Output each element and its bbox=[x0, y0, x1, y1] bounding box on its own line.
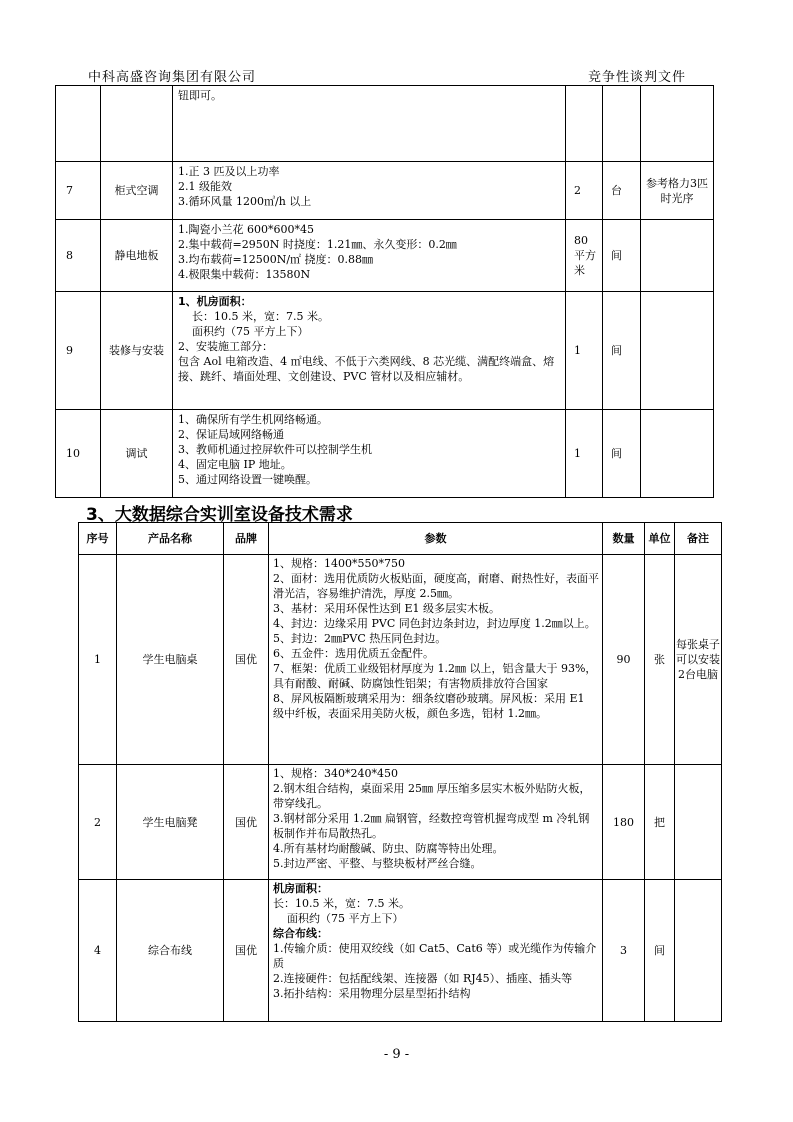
row-note: 每张桌子可以安装2台电脑 bbox=[675, 555, 722, 765]
param-line: 2.集中载荷=2950N 时挠度：1.21㎜、永久变形：0.2㎜ bbox=[178, 238, 457, 251]
param-line: 2、安装施工部分： bbox=[178, 340, 273, 353]
param-line: 3.拓扑结构：采用物理分层星型拓扑结构 bbox=[273, 987, 471, 1000]
row-params bbox=[269, 880, 603, 1022]
row-params bbox=[173, 220, 566, 292]
param-line: 6、五金件：选用优质五金配件。 bbox=[273, 647, 434, 660]
param-line: 长：10.5 米，宽：7.5 米。 bbox=[192, 310, 329, 323]
row-no bbox=[56, 86, 101, 162]
row-name: 学生电脑凳 bbox=[117, 765, 224, 880]
param-line: 3.钢材部分采用 1.2㎜ 扁钢管，经数控弯管机握弯成型 m 冷轧钢板制作并布局散热孔。 bbox=[273, 812, 590, 840]
param-line: 长：10.5 米，宽：7.5 米。 bbox=[273, 897, 410, 910]
header-company: 中科高盛咨询集团有限公司 bbox=[88, 70, 257, 85]
param-line: 1、规格：1400*550*750 bbox=[273, 557, 405, 570]
table-row bbox=[79, 555, 722, 765]
param-line: 1.传输介质：使用双绞线（如 Cat5、Cat6 等）或光缆作为传输介质 bbox=[273, 942, 597, 970]
big-data-lab-table bbox=[78, 522, 722, 1022]
param-line: 3、教师机通过控屏软件可以控制学生机 bbox=[178, 443, 372, 456]
row-no: 8 bbox=[56, 220, 101, 292]
param-heading: 机房面积： bbox=[273, 882, 328, 895]
param-line: 5、通过网络设置一键唤醒。 bbox=[178, 473, 317, 486]
row-unit: 间 bbox=[645, 880, 675, 1022]
page-number: - 9 - bbox=[383, 1047, 410, 1062]
row-qty: 1 bbox=[566, 292, 603, 410]
row-unit bbox=[603, 86, 641, 162]
row-qty bbox=[566, 86, 603, 162]
row-unit: 间 bbox=[603, 220, 641, 292]
row-params bbox=[269, 765, 603, 880]
param-line: 4.极限集中载荷：13580N bbox=[178, 268, 311, 281]
table-row bbox=[79, 880, 722, 1022]
param-line: 钮即可。 bbox=[178, 89, 222, 102]
param-line: 面积约（75 平方上下） bbox=[192, 325, 309, 338]
row-params bbox=[173, 410, 566, 498]
col-header-note: 备注 bbox=[675, 523, 722, 555]
param-line: 包含 Aol 电箱改造、4 ㎡电线、不低于六类网线、8 芯光缆、满配终端盒、熔接、跳纤、墙面处理、文创建设、PVC 管材以及相应辅材。 bbox=[178, 355, 555, 383]
param-line: 7、框架：优质工业级铝材厚度为 1.2㎜ 以上，铝含量大于 93%，具有耐酸、耐碱、防腐蚀性铝架；有害物质排放符合国家 bbox=[273, 662, 597, 690]
col-header-brand: 品牌 bbox=[224, 523, 269, 555]
row-brand: 国优 bbox=[224, 880, 269, 1022]
row-note bbox=[675, 880, 722, 1022]
col-header-params: 参数 bbox=[269, 523, 603, 555]
row-params bbox=[269, 555, 603, 765]
row-no: 7 bbox=[56, 162, 101, 220]
row-qty: 90 bbox=[603, 555, 645, 765]
row-no: 10 bbox=[56, 410, 101, 498]
table-row bbox=[56, 220, 714, 292]
param-heading: 综合布线： bbox=[273, 927, 328, 940]
row-name: 柜式空调 bbox=[101, 162, 173, 220]
row-note bbox=[641, 410, 714, 498]
row-no: 1 bbox=[79, 555, 117, 765]
param-line: 1、规格：340*240*450 bbox=[273, 767, 398, 780]
param-line: 5.封边严密、平整、与整块板材严丝合缝。 bbox=[273, 857, 482, 870]
param-line: 3.循环风量 1200㎥/h 以上 bbox=[178, 195, 312, 208]
param-line: 1、确保所有学生机网络畅通。 bbox=[178, 413, 328, 426]
row-params bbox=[173, 292, 566, 410]
table-row bbox=[56, 162, 714, 220]
param-heading: 1、机房面积： bbox=[178, 295, 252, 308]
row-name bbox=[101, 86, 173, 162]
row-unit: 台 bbox=[603, 162, 641, 220]
row-note bbox=[641, 220, 714, 292]
table-row bbox=[56, 410, 714, 498]
row-note bbox=[641, 86, 714, 162]
row-unit: 张 bbox=[645, 555, 675, 765]
row-qty: 180 bbox=[603, 765, 645, 880]
col-header-unit: 单位 bbox=[645, 523, 675, 555]
param-line: 2、保证局域网络畅通 bbox=[178, 428, 284, 441]
row-qty: 2 bbox=[566, 162, 603, 220]
row-params bbox=[173, 86, 566, 162]
param-line: 4、固定电脑 IP 地址。 bbox=[178, 458, 292, 471]
row-name: 调试 bbox=[101, 410, 173, 498]
row-unit: 间 bbox=[603, 292, 641, 410]
param-line: 2.1 级能效 bbox=[178, 180, 232, 193]
table-row bbox=[79, 765, 722, 880]
param-line: 3.均布载荷=12500N/㎡ 挠度：0.88㎜ bbox=[178, 253, 374, 266]
row-note: 参考格力3匹时光序 bbox=[641, 162, 714, 220]
param-line: 2.连接硬件：包括配线架、连接器（如 RJ45）、插座、插头等 bbox=[273, 972, 573, 985]
col-header-qty: 数量 bbox=[603, 523, 645, 555]
row-no: 4 bbox=[79, 880, 117, 1022]
row-note bbox=[641, 292, 714, 410]
header-doc-type: 竞争性谈判文件 bbox=[588, 70, 687, 85]
param-line: 1.陶瓷小兰花 600*600*45 bbox=[178, 223, 314, 236]
row-name: 静电地板 bbox=[101, 220, 173, 292]
row-name: 综合布线 bbox=[117, 880, 224, 1022]
param-line: 面积约（75 平方上下） bbox=[287, 912, 404, 925]
table-header-row bbox=[79, 523, 722, 555]
row-name: 学生电脑桌 bbox=[117, 555, 224, 765]
row-qty: 3 bbox=[603, 880, 645, 1022]
row-params bbox=[173, 162, 566, 220]
param-line: 3、基材：采用环保性达到 E1 级多层实木板。 bbox=[273, 602, 501, 615]
col-header-no: 序号 bbox=[79, 523, 117, 555]
param-line: 5、封边：2㎜PVC 热压同色封边。 bbox=[273, 632, 447, 645]
param-line: 2.钢木组合结构，桌面采用 25㎜ 厚压缩多层实木板外贴防火板，带穿线孔。 bbox=[273, 782, 591, 810]
equipment-table-continued bbox=[55, 85, 714, 498]
row-note bbox=[675, 765, 722, 880]
param-line: 4、封边：边缘采用 PVC 同色封边条封边，封边厚度 1.2㎜以上。 bbox=[273, 617, 596, 630]
row-name: 装修与安装 bbox=[101, 292, 173, 410]
row-unit: 间 bbox=[603, 410, 641, 498]
row-unit: 把 bbox=[645, 765, 675, 880]
row-no: 9 bbox=[56, 292, 101, 410]
row-no: 2 bbox=[79, 765, 117, 880]
param-line: 2、面材：选用优质防火板贴面，硬度高，耐磨、耐热性好，表面平滑光洁，容易维护清洗，厚度 2.5㎜。 bbox=[273, 572, 599, 600]
col-header-name: 产品名称 bbox=[117, 523, 224, 555]
row-brand: 国优 bbox=[224, 765, 269, 880]
param-line: 8、屏风板隔断玻璃采用为：细条纹磨砂玻璃。屏风板：采用 E1 级中纤板，表面采用美防火板，颜色多选，铝材 1.2㎜。 bbox=[273, 692, 585, 720]
row-qty: 80 平方米 bbox=[566, 220, 603, 292]
param-line: 4.所有基材均耐酸碱、防虫、防腐等特出处理。 bbox=[273, 842, 504, 855]
table-row bbox=[56, 86, 714, 162]
section-title: 3、大数据综合实训室设备技术需求 bbox=[86, 505, 353, 525]
row-qty: 1 bbox=[566, 410, 603, 498]
row-brand: 国优 bbox=[224, 555, 269, 765]
param-line: 1.正 3 匹及以上功率 bbox=[178, 165, 280, 178]
table-row bbox=[56, 292, 714, 410]
